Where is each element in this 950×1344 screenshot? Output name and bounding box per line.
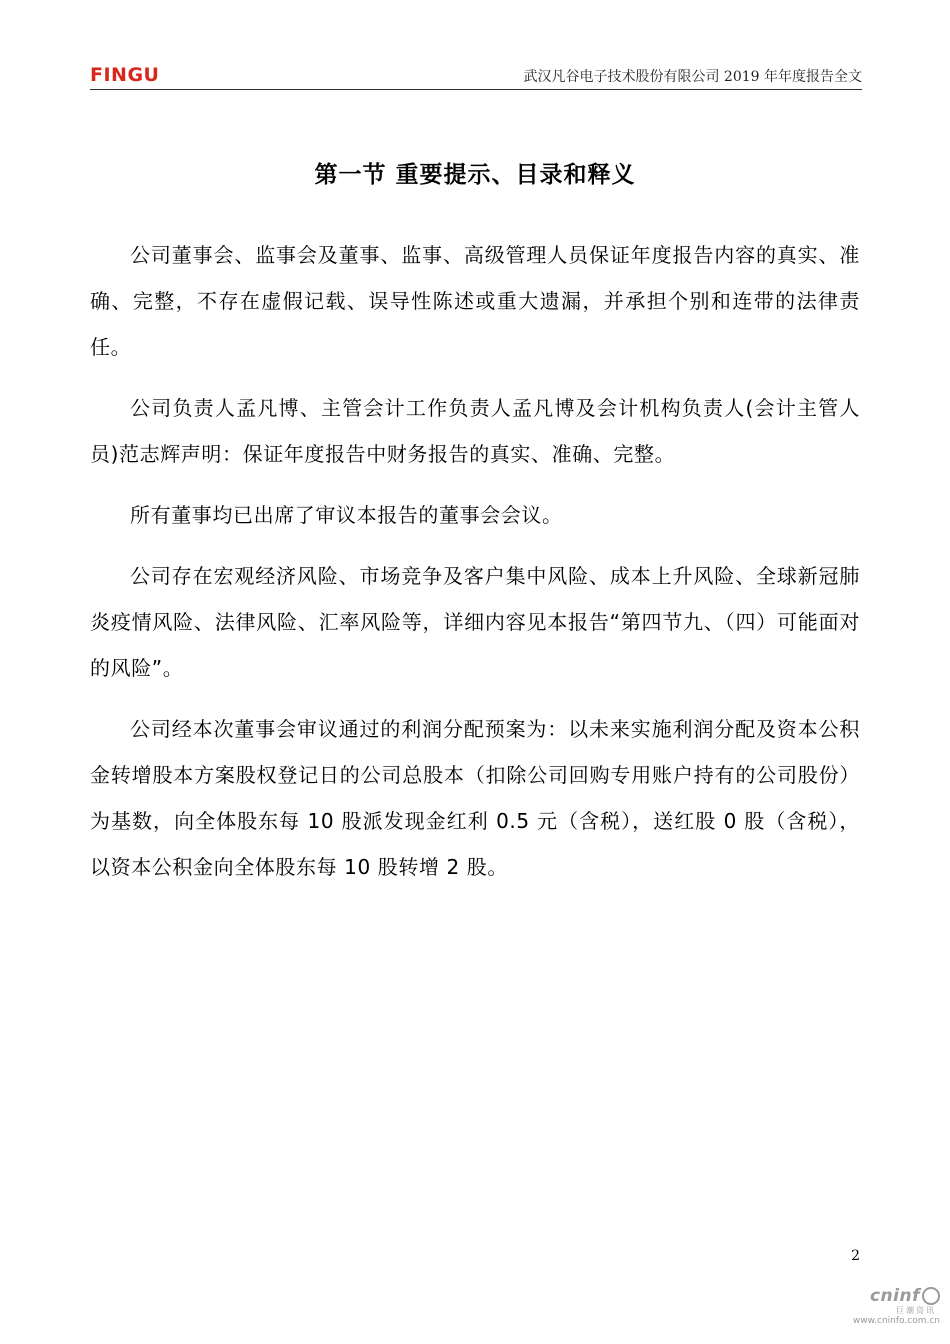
document-body (90, 232, 860, 905)
paragraph-board-guarantee: 公司董事会、监事会及董事、监事、高级管理人员保证年度报告内容的真实、准确、完整，不存在虚假记载、误导性陈述或重大遗漏，并承担个别和连带的法律责任。 (90, 243, 860, 359)
cninfo-logo-icon (922, 1287, 940, 1305)
section-title: 第一节 重要提示、目录和释义 (314, 162, 636, 188)
page-header (90, 60, 862, 90)
report-header-title: 武汉凡谷电子技术股份有限公司 2019 年年度报告全文 (523, 69, 862, 85)
watermark-cn: 巨潮资讯 (896, 1306, 936, 1315)
company-logo: FINGU (90, 64, 160, 86)
paragraph-directors-attendance: 所有董事均已出席了审议本报告的董事会会议。 (130, 503, 563, 527)
paragraph-risks: 公司存在宏观经济风险、市场竞争及客户集中风险、成本上升风险、全球新冠肺炎疫情风险、法律风险、汇率风险等，详细内容见本报告“第四节九、（四）可能面对的风险”。 (90, 564, 860, 680)
paragraph-responsible-persons: 公司负责人孟凡博、主管会计工作负责人孟凡博及会计机构负责人(会计主管人员)范志辉声明：保证年度报告中财务报告的真实、准确、完整。 (90, 396, 860, 466)
cninfo-watermark (830, 1286, 940, 1336)
paragraph-profit-distribution: 公司经本次董事会审议通过的利润分配预案为：以未来实施利润分配及资本公积金转增股本方案股权登记日的公司总股本（扣除公司回购专用账户持有的公司股份）为基数，向全体股东每 10 股派发现金红利 0.5 元（含税），送红股 0 股（含税），以资本公积金向全体股东每 10 股转增 2 股。 (90, 717, 860, 879)
watermark-brand-text: cninf (869, 1286, 920, 1306)
watermark-url: www.cninfo.com.cn (852, 1316, 940, 1326)
header-divider (90, 89, 862, 90)
page-number: 2 (851, 1248, 860, 1264)
watermark-brand (830, 1286, 940, 1306)
